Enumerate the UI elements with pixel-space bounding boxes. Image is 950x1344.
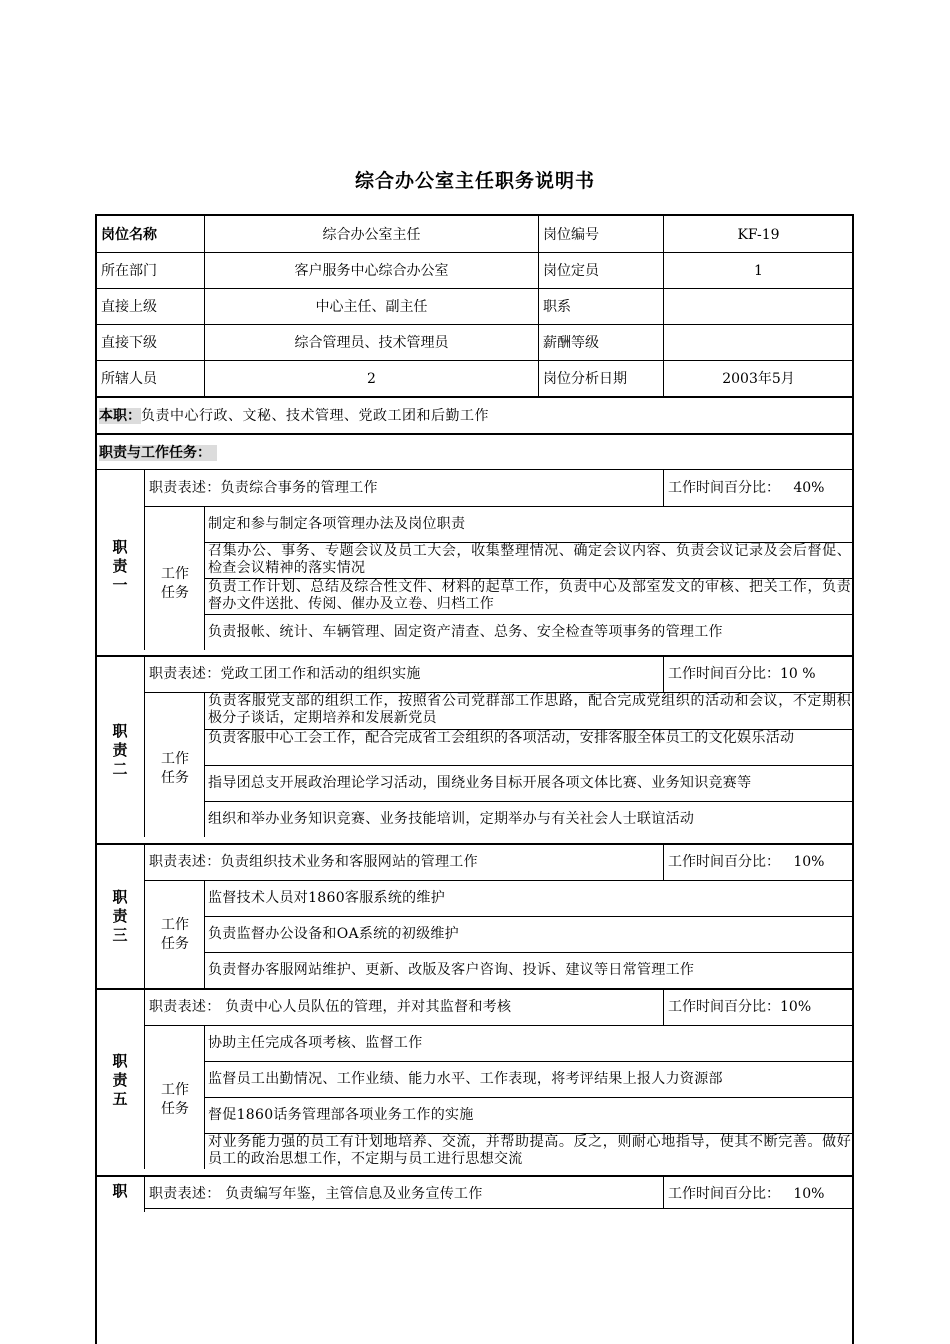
divider	[96, 252, 853, 253]
header-label-department: 所在部门	[101, 263, 157, 279]
duty-label: 职 责 一	[112, 538, 128, 594]
header-value-department: 客户服务中心综合办公室	[294, 263, 449, 279]
header-label-position-code: 岗位编号	[543, 227, 599, 243]
divider	[204, 1097, 853, 1098]
task-label: 工作 任务	[161, 751, 189, 786]
duty-label: 职 责 三	[112, 888, 128, 944]
duty-divider	[96, 1175, 853, 1177]
divider	[144, 880, 853, 881]
duties-header: 职责与工作任务：	[99, 444, 217, 462]
header-value-position-code: KF-19	[737, 227, 780, 243]
duty-time-percentage: 工作时间百分比：10%	[668, 999, 812, 1015]
divider	[204, 916, 853, 917]
duty-divider	[96, 655, 853, 657]
header-label-headcount: 岗位定员	[543, 263, 599, 279]
task-item: 制定和参与制定各项管理办法及岗位职责	[208, 516, 466, 532]
divider	[144, 469, 145, 650]
header-value-analysis-date: 2003年5月	[722, 371, 795, 387]
main-duty	[99, 407, 489, 425]
duty-time-percentage: 工作时间百分比： 40%	[668, 480, 825, 496]
page-title: 综合办公室主任职务说明书	[354, 170, 595, 192]
divider	[204, 614, 853, 615]
divider	[204, 765, 853, 766]
header-label-staff-count: 所辖人员	[101, 371, 157, 387]
main-duty-text: 负责中心行政、文秘、技术管理、党政工团和后勤工作	[141, 408, 489, 424]
divider	[144, 506, 853, 507]
duty-label: 职 责 五	[112, 1052, 128, 1108]
divider	[663, 469, 664, 506]
header-value-position-name: 综合办公室主任	[322, 227, 421, 243]
duty-description: 职责表述： 负责编写年鉴，主管信息及业务宣传工作	[149, 1186, 483, 1202]
duty-time-percentage: 工作时间百分比： 10%	[668, 854, 825, 870]
task-item: 负责监督办公设备和OA系统的初级维护	[208, 926, 459, 942]
duty-time-percentage: 工作时间百分比： 10%	[668, 1186, 825, 1202]
task-item: 监督员工出勤情况、工作业绩、能力水平、工作表现，将考评结果上报人力资源部	[208, 1071, 723, 1087]
header-label-position-name: 岗位名称	[101, 227, 157, 243]
task-item: 指导团总支开展政治理论学习活动，围绕业务目标开展各项文体比赛、业务知识竞赛等	[208, 775, 752, 791]
divider	[96, 324, 853, 325]
task-item: 负责报帐、统计、车辆管理、固定资产清查、总务、安全检查等项事务的管理工作	[208, 624, 723, 640]
duty-label: 职 责 二	[112, 722, 128, 778]
divider	[663, 655, 664, 692]
header-label-job-family: 职系	[543, 299, 571, 315]
divider	[144, 1175, 145, 1212]
header-value-headcount: 1	[754, 263, 763, 279]
header-label-supervisor: 直接上级	[101, 299, 157, 315]
divider	[204, 952, 853, 953]
header-value-staff-count: 2	[367, 371, 376, 387]
task-item: 负责工作计划、总结及综合性文件、材料的起草工作，负责中心及部室发文的审核、把关工作，负责督办文件送批、传阅、催办及立卷、归档工作	[208, 579, 851, 612]
header-label-analysis-date: 岗位分析日期	[543, 371, 627, 387]
divider	[96, 396, 853, 398]
duty-label: 职	[112, 1182, 128, 1200]
divider	[663, 843, 664, 880]
duty-description: 职责表述：党政工团工作和活动的组织实施	[149, 666, 421, 682]
task-item: 对业务能力强的员工有计划地培养、交流，并帮助提高。反之，则耐心地指导，使其不断完善。做好员工的政治思想工作，不定期与员工进行思想交流	[208, 1134, 851, 1167]
duty-description: 职责表述： 负责中心人员队伍的管理，并对其监督和考核	[149, 999, 512, 1015]
divider	[96, 360, 853, 361]
header-value-subordinates: 综合管理员、技术管理员	[294, 335, 449, 351]
duty-description: 职责表述：负责综合事务的管理工作	[149, 480, 378, 496]
divider	[663, 988, 664, 1025]
divider	[144, 1208, 853, 1209]
duty-time-percentage: 工作时间百分比：10 %	[668, 666, 816, 682]
divider	[538, 216, 539, 396]
divider	[204, 1061, 853, 1062]
task-item: 监督技术人员对1860客服系统的维护	[208, 890, 446, 906]
header-label-pay-grade: 薪酬等级	[543, 335, 599, 351]
main-duty-label: 本职：	[99, 408, 141, 424]
task-item: 召集办公、事务、专题会议及员工大会，收集整理情况、确定会议内容、负责会议记录及会后督促、检查会议精神的落实情况	[208, 543, 851, 576]
divider	[663, 1175, 664, 1208]
divider	[96, 469, 853, 470]
divider	[144, 655, 145, 837]
divider	[144, 988, 145, 1169]
header-label-subordinates: 直接下级	[101, 335, 157, 351]
duty-divider	[96, 843, 853, 845]
divider	[144, 1025, 853, 1026]
task-item: 负责客服党支部的组织工作，按照省公司党群部工作思路，配合完成党组织的活动和会议，不定期积极分子谈话，定期培养和发展新党员	[208, 693, 851, 726]
task-label: 工作 任务	[161, 917, 189, 952]
task-item: 负责督办客服网站维护、更新、改版及客户咨询、投诉、建议等日常管理工作	[208, 962, 695, 978]
task-item: 负责客服中心工会工作，配合完成省工会组织的各项活动，安排客服全体员工的文化娱乐活动	[208, 730, 795, 746]
header-value-supervisor: 中心主任、副主任	[315, 299, 428, 315]
task-label: 工作 任务	[161, 1082, 189, 1117]
divider	[204, 801, 853, 802]
task-label: 工作 任务	[161, 566, 189, 601]
duty-divider	[96, 988, 853, 990]
task-item: 督促1860话务管理部各项业务工作的实施	[208, 1107, 474, 1123]
duty-description: 职责表述：负责组织技术业务和客服网站的管理工作	[149, 854, 478, 870]
divider	[96, 288, 853, 289]
task-item: 组织和举办业务知识竞赛、业务技能培训，定期举办与有关社会人士联谊活动	[208, 811, 695, 827]
task-item: 协助主任完成各项考核、监督工作	[208, 1035, 423, 1051]
divider	[96, 433, 853, 435]
